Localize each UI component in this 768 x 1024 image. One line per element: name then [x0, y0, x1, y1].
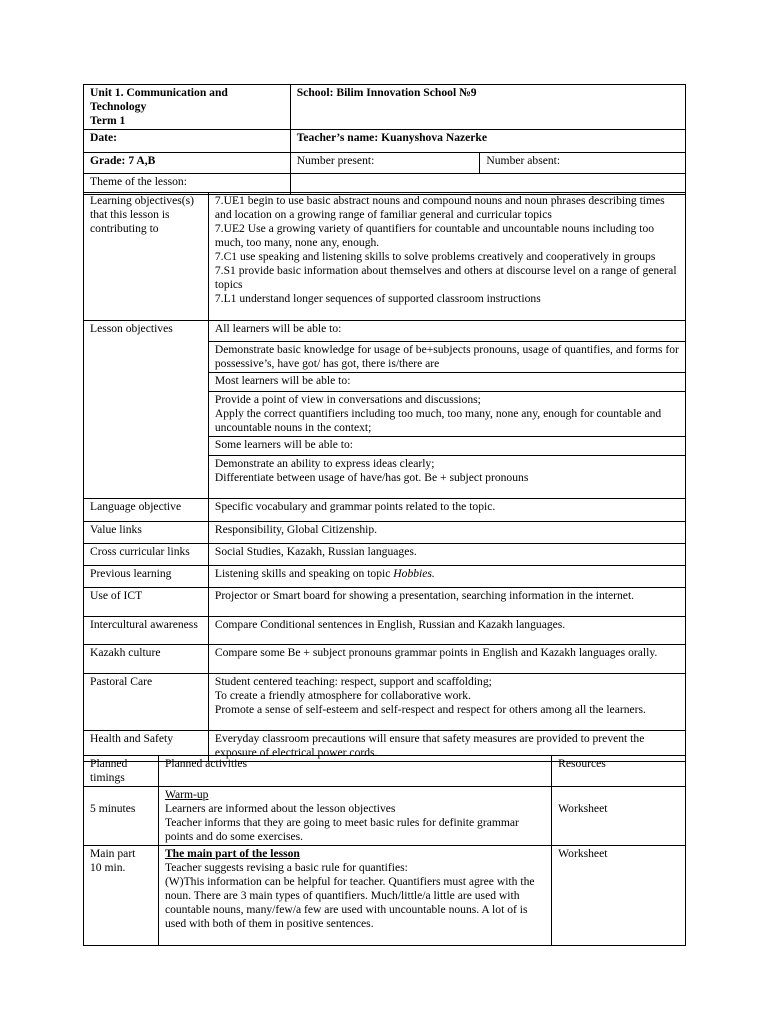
objective-line: 7.S1 provide basic information about themselves and others at discourse level on a range of general topics	[214, 264, 677, 291]
main-part-time: 10 min.	[90, 861, 126, 874]
warmup-line: Teacher informs that they are going to meet basic rules for definite grammar points and do some exercises.	[164, 816, 519, 843]
pastoral-care-text	[208, 674, 685, 731]
lesson-objectives-label: Lesson objectives	[84, 321, 209, 499]
most-learners-text	[209, 391, 685, 436]
health-safety-label: Health and Safety	[84, 731, 209, 762]
previous-learning-label: Previous learning	[84, 566, 209, 588]
warmup-time: 5 minutes	[90, 802, 136, 815]
main-resource: Worksheet	[552, 846, 686, 946]
resources-header: Resources	[552, 756, 686, 787]
number-present-label: Number present:	[290, 153, 480, 174]
learning-objectives-list	[208, 193, 685, 321]
main-title: The main part of the lesson	[164, 847, 300, 860]
pastoral-care-label: Pastoral Care	[84, 674, 209, 731]
most-learners-line: Provide a point of view in conversations and discussions;	[214, 393, 481, 406]
planned-timings-header: Planned timings	[84, 756, 159, 787]
learning-objectives-label: Learning objectives(s) that this lesson is contributing to	[84, 193, 209, 321]
value-links-label: Value links	[84, 522, 209, 544]
header-table	[83, 84, 686, 195]
number-absent-label: Number absent:	[480, 153, 686, 174]
unit-title: Unit 1. Communication and Technology	[90, 86, 228, 113]
most-learners-line: Apply the correct quantifiers including too much, too many, none any, enough for countable and uncountable nouns in the context;	[214, 407, 662, 434]
intercultural-text: Compare Conditional sentences in English, Russian and Kazakh languages.	[208, 617, 685, 645]
unit-cell	[84, 85, 291, 130]
some-learners-text	[209, 455, 685, 498]
previous-learning-text	[208, 566, 685, 588]
school-name: School: Bilim Innovation School №9	[290, 85, 685, 130]
previous-learning-prefix: Listening skills and speaking on topic	[214, 567, 394, 580]
all-learners-text: Demonstrate basic knowledge for usage of be+subjects pronouns, usage of quantifies, and forms for possessive’s, have got/ has got, there is/there are	[209, 341, 685, 372]
term-label: Term 1	[90, 114, 126, 127]
objective-line: 7.L1 understand longer sequences of supported classroom instructions	[214, 292, 541, 305]
some-learners-heading: Some learners will be able to:	[209, 436, 685, 455]
grade-label: Grade: 7 A,B	[84, 153, 291, 174]
ict-text: Projector or Smart board for showing a presentation, searching information in the internet.	[208, 588, 685, 617]
plan-table	[83, 755, 686, 946]
main-part-label: Main part	[90, 847, 136, 860]
objective-line: 7.C1 use speaking and listening skills to solve problems creatively and cooperatively in groups	[214, 250, 656, 263]
warmup-resource	[552, 787, 686, 846]
kazakh-culture-text: Compare some Be + subject pronouns grammar points in English and Kazakh languages orally.	[208, 645, 685, 674]
warmup-title: Warm-up	[164, 788, 209, 801]
lesson-objectives-cell	[208, 321, 685, 499]
warmup-activities	[158, 787, 551, 846]
teacher-name: Teacher’s name: Kuanyshova Nazerke	[290, 130, 685, 153]
warmup-resource-text: Worksheet	[558, 802, 608, 815]
ict-label: Use of ICT	[84, 588, 209, 617]
objective-line: 7.UE1 begin to use basic abstract nouns and compound nouns and noun phrases describing times and location on a growing range of familiar general and curricular topics	[214, 194, 665, 221]
main-line: (W)This information can be helpful for teacher. Quantifiers must agree with the noun. There are 3 main types of quantifiers. Much/little/a little are used with countable nouns, many/few/a few are used with uncountable nouns. A lot of is used with both of them in positive sentences.	[164, 875, 535, 930]
warmup-line: Learners are informed about the lesson objectives	[164, 802, 396, 815]
some-learners-line: Differentiate between usage of have/has got. Be + subject pronouns	[214, 471, 529, 484]
main-line: Teacher suggests revising a basic rule for quantifies:	[164, 861, 408, 874]
theme-label: Theme of the lesson:	[84, 174, 291, 195]
previous-learning-topic: Hobbies.	[393, 567, 435, 580]
all-learners-heading: All learners will be able to:	[214, 322, 342, 335]
intercultural-label: Intercultural awareness	[84, 617, 209, 645]
date-label: Date:	[84, 130, 291, 153]
health-safety-text: Everyday classroom precautions will ensure that safety measures are provided to prevent the exposure of electrical power cords.	[208, 731, 685, 762]
cross-curricular-text: Social Studies, Kazakh, Russian languages.	[208, 544, 685, 566]
some-learners-line: Demonstrate an ability to express ideas clearly;	[214, 457, 435, 470]
language-objective-label: Language objective	[84, 499, 209, 522]
main-timing	[84, 846, 159, 946]
objectives-table	[83, 192, 686, 762]
pastoral-line: Student centered teaching: respect, support and scaffolding;	[214, 675, 492, 688]
pastoral-line: To create a friendly atmosphere for collaborative work.	[214, 689, 471, 702]
kazakh-culture-label: Kazakh culture	[84, 645, 209, 674]
pastoral-line: Promote a sense of self-esteem and self-respect and respect for others among all the learners.	[214, 703, 646, 716]
cross-curricular-label: Cross curricular links	[84, 544, 209, 566]
objective-line: 7.UE2 Use a growing variety of quantifiers for countable and uncountable nouns including too much, too many, none any, enough.	[214, 222, 655, 249]
warmup-timing	[84, 787, 159, 846]
language-objective-text: Specific vocabulary and grammar points related to the topic.	[208, 499, 685, 522]
planned-activities-header: Planned activities	[158, 756, 551, 787]
value-links-text: Responsibility, Global Citizenship.	[208, 522, 685, 544]
main-activities	[158, 846, 551, 946]
most-learners-heading: Most learners will be able to:	[209, 372, 685, 391]
